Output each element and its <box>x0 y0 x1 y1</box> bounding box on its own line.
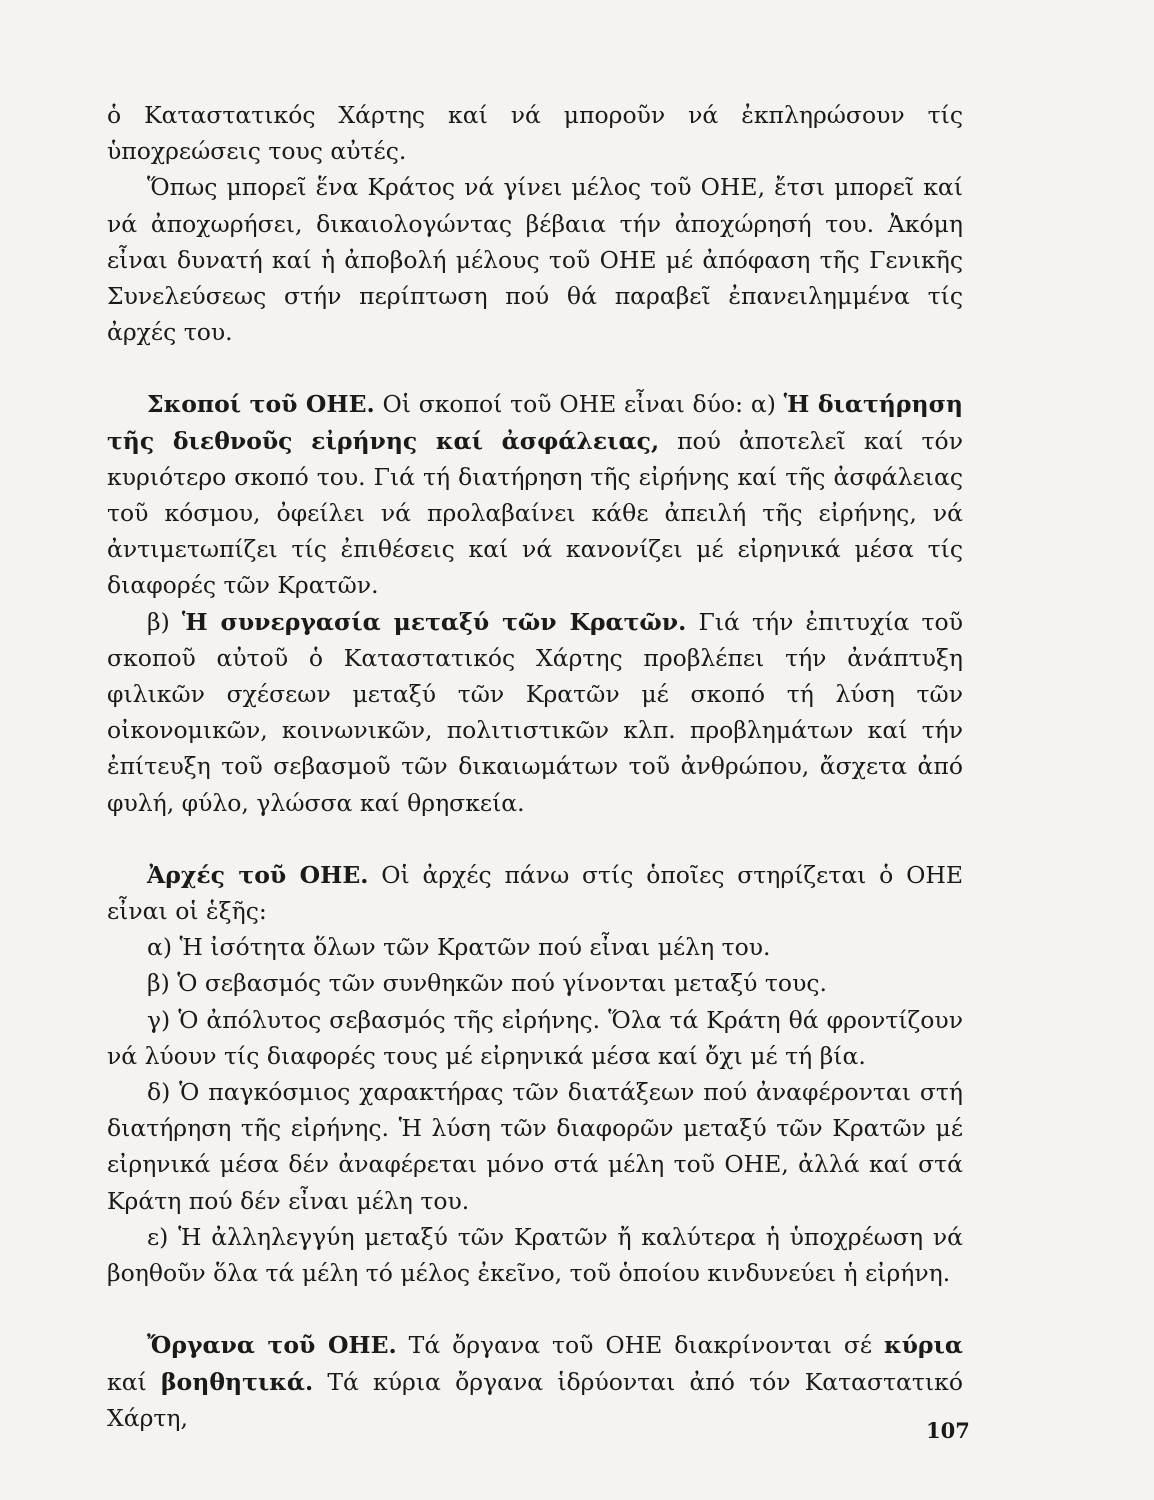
page-number: 107 <box>926 1418 970 1443</box>
paragraph-continuation: ὁ Καταστατικός Χάρτης καί νά μποροῦν νά ἐκπληρώσουν τίς ὑποχρεώσεις τους αὐτές. <box>107 101 963 166</box>
aim-peace-security: Ἡ διατήρηση τῆς διεθνοῦς εἰρήνης καί ἀσφάλειας, <box>107 390 963 455</box>
aim-cooperation: Ἡ συνεργασία μεταξύ τῶν Κρατῶν. <box>181 607 687 636</box>
heading-organs: Ὄργανα τοῦ ΟΗΕ. <box>147 1331 397 1360</box>
paragraph-membership: Ὅπως μπορεῖ ἕνα Κράτος νά γίνει μέλος τοῦ ΟΗΕ, ἔτσι μπορεῖ καί νά ἀποχωρήσει, δικαιολογώντας βέβαια τήν ἀποχώρησή του. Ἀκόμη εἶναι δυνατή καί ἡ ἀποβολή μέλους τοῦ ΟΗΕ μέ ἀπόφαση τῆς Γενικῆς Συνελεύσεως στήν περίπτωση πού θά παραβεῖ ἐπανειλημμένα τίς ἀρχές του. <box>107 173 963 347</box>
paragraph-cooperation: β) Ἡ συνεργασία μεταξύ τῶν Κρατῶν. Γιά τήν ἐπιτυχία τοῦ σκοποῦ αὐτοῦ ὁ Καταστατικός Χάρτης προβλέπει τήν ἀνάπτυξη φιλικῶν σχέσεων μεταξύ τῶν Κρατῶν μέ σκοπό τή λύση τῶν οἰκονομικῶν, κοινωνικῶν, πολιτιστικῶν κλπ. προβλημάτων καί τήν ἐπίτευξη τοῦ σεβασμοῦ τῶν δικαιωμάτων τοῦ ἀνθρώπου, ἄσχετα ἀπό φυλή, φύλο, γλώσσα καί θρησκεία. <box>107 607 963 817</box>
principle-item: ε) Ἡ ἀλληλεγγύη μεταξύ τῶν Κρατῶν ἤ καλύτερα ἡ ὑποχρέωση νά βοηθοῦν ὅλα τά μέλη τό μέλος ἐκεῖνο, τοῦ ὁποίου κινδυνεύει ἡ εἰρήνη. <box>107 1222 963 1288</box>
principle-item: δ) Ὁ παγκόσμιος χαρακτήρας τῶν διατάξεων πού ἀναφέρονται στή διατήρηση τῆς εἰρήνης. Ἡ λύση τῶν διαφορῶν μεταξύ τῶν Κρατῶν μέ εἰρηνικά μέσα δέν ἀναφέρεται μόνο στά μέλη τοῦ ΟΗΕ, ἀλλά καί στά Κράτη πού δέν εἶναι μέλη του. <box>107 1078 963 1215</box>
paragraph-organs: Ὄργανα τοῦ ΟΗΕ. Τά ὄργανα τοῦ ΟΗΕ διακρίνονται σέ κύρια καί βοηθητικά. Τά κύρια ὄργανα ἱδρύονται ἀπό τόν Καταστατικό Χάρτη, <box>107 1331 963 1432</box>
principle-item: γ) Ὁ ἀπόλυτος σεβασμός τῆς εἰρήνης. Ὅλα τά Κράτη θά φροντίζουν νά λύουν τίς διαφορές τους μέ εἰρηνικά μέσα καί ὄχι μέ τή βία. <box>107 1005 963 1070</box>
body-text <box>107 97 963 1436</box>
paragraph-aims: Σκοποί τοῦ ΟΗΕ. Οἱ σκοποί τοῦ ΟΗΕ εἶναι δύο: α) Ἡ διατήρηση τῆς διεθνοῦς εἰρήνης καί ἀσφάλειας, πού ἀποτελεῖ καί τόν κυριότερο σκοπό του. Γιά τή διατήρηση τῆς εἰρήνης καί τῆς ἀσφάλειας τοῦ κόσμου, ὀφείλει νά προλαβαίνει κάθε ἀπειλή τῆς εἰρήνης, νά ἀντιμετωπίζει τίς ἐπιθέσεις καί νά κανονίζει μέ εἰρηνικά μέσα τίς διαφορές τῶν Κρατῶν. <box>107 390 963 600</box>
principle-item: α) Ἡ ἰσότητα ὅλων τῶν Κρατῶν πού εἶναι μέλη του. <box>147 933 771 962</box>
principle-item: β) Ὁ σεβασμός τῶν συνθηκῶν πού γίνονται μεταξύ τους. <box>147 969 827 998</box>
heading-principles: Ἀρχές τοῦ ΟΗΕ. <box>147 860 369 889</box>
heading-aims: Σκοποί τοῦ ΟΗΕ. <box>147 390 375 419</box>
paragraph-principles: Ἀρχές τοῦ ΟΗΕ. Οἱ ἀρχές πάνω στίς ὁποῖες στηρίζεται ὁ ΟΗΕ εἶναι οἱ ἑξῆς: <box>107 860 963 926</box>
